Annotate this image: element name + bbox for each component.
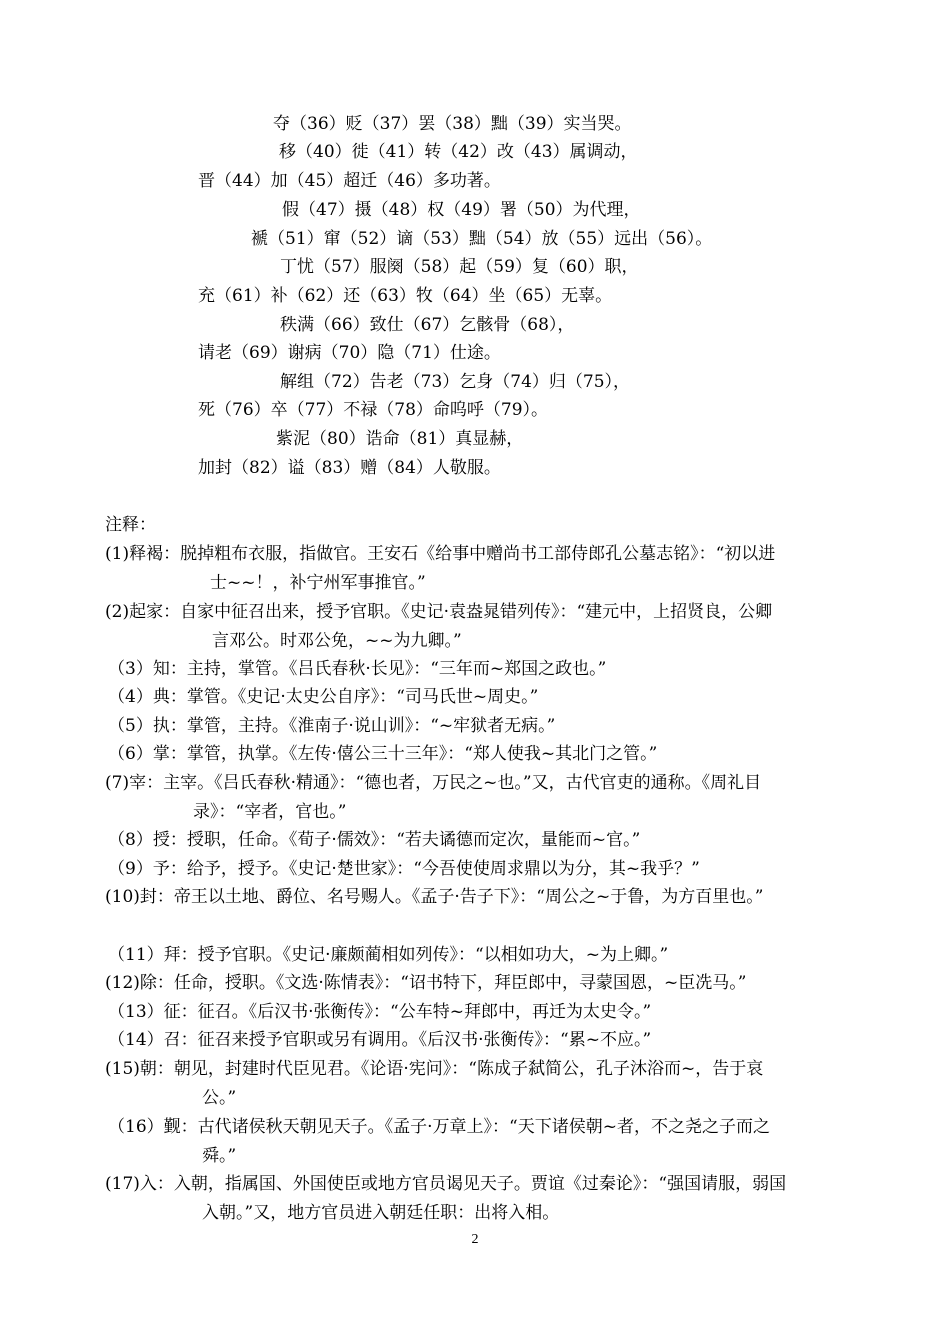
note-text: （8）授：授职，任命。《荀子·儒效》：“若夫谲德而定次，量能而~官。” bbox=[108, 830, 641, 850]
note-text: (17)入：入朝，指属国、外国使臣或地方官员谒见天子。贾谊《过秦论》：“强国请服，弱国 bbox=[105, 1174, 787, 1194]
note-item bbox=[108, 941, 668, 970]
note-item bbox=[105, 540, 775, 598]
note-item bbox=[108, 740, 657, 769]
note-item bbox=[105, 1055, 763, 1113]
note-text: (12)除：任命，授职。《文选·陈情表》：“诏书特下，拜臣郎中，寻蒙国恩，~臣冼马。” bbox=[105, 973, 747, 993]
note-text: (1)释褐：脱掉粗布衣服，指做官。王安石《给事中赠尚书工部侍郎孔公墓志铭》：“初以进 bbox=[105, 544, 776, 564]
note-item bbox=[105, 969, 746, 998]
note-continuation: 言邓公。时邓公免，~~为九卿。” bbox=[212, 631, 462, 651]
note-text: （16）觐：古代诸侯秋天朝见天子。《孟子·万章上》：“天下诸侯朝~者，不之尧之子而之 bbox=[108, 1117, 770, 1137]
note-item bbox=[108, 855, 700, 884]
note-item bbox=[108, 655, 606, 684]
notes-heading: 注释： bbox=[105, 515, 156, 535]
note-text: (15)朝：朝见，封建时代臣见君。《论语·宪问》：“陈成子弑简公，孔子沐浴而~，告于哀 bbox=[105, 1059, 764, 1079]
note-continuation: 入朝。”又，地方官员进入朝廷任职：出将入相。 bbox=[202, 1203, 560, 1223]
poem-line: 褫（51）窜（52）谪（53）黜（54）放（55）远出（56）。 bbox=[251, 229, 713, 249]
note-text: （13）征：征召。《后汉书·张衡传》：“公车特~拜郎中，再迁为太史令。” bbox=[108, 1002, 652, 1022]
note-item bbox=[105, 598, 772, 656]
note-item bbox=[108, 712, 555, 741]
note-text: （5）执：掌管，主持。《淮南子·说山训》：“~牢狱者无病。” bbox=[108, 716, 556, 736]
note-text: (7)宰：主宰。《吕氏春秋·精通》：“德也者，万民之~也。”又，古代官吏的通称。《周礼目 bbox=[105, 773, 762, 793]
poem-line: 紫泥（80）诰命（81）真显赫， bbox=[276, 429, 524, 449]
note-text: （9）予：给予，授予。《史记·楚世家》：“今吾使使周求鼎以为分，其~我乎？” bbox=[108, 859, 700, 879]
note-item bbox=[108, 1026, 651, 1055]
note-continuation: 士~~！，补宁州军事推官。” bbox=[210, 573, 426, 593]
poem-line: 加封（82）谥（83）赠（84）人敬服。 bbox=[198, 458, 501, 478]
note-continuation: 公。” bbox=[202, 1088, 237, 1108]
page-number: 2 bbox=[471, 1232, 479, 1247]
note-item bbox=[105, 1170, 786, 1228]
poem-line: 移（40）徙（41）转（42）改（43）属调动， bbox=[279, 142, 638, 162]
note-continuation: 录》：“宰者，官也。” bbox=[193, 802, 347, 822]
poem-line: 解组（72）告老（73）乞身（74）归（75）， bbox=[280, 372, 631, 392]
note-item bbox=[105, 883, 763, 912]
note-text: (10)封：帝王以土地、爵位、名号赐人。《孟子·告子下》：“周公之~于鲁，为方百里也。” bbox=[105, 887, 764, 907]
note-text: （14）召：征召来授予官职或另有调用。《后汉书·张衡传》：“累~不应。” bbox=[108, 1030, 652, 1050]
poem-line: 充（61）补（62）还（63）牧（64）坐（65）无辜。 bbox=[198, 286, 613, 306]
note-item bbox=[108, 826, 640, 855]
poem-line: 晋（44）加（45）超迁（46）多功著。 bbox=[198, 171, 501, 191]
poem-line: 请老（69）谢病（70）隐（71）仕途。 bbox=[198, 343, 501, 363]
note-text: （6）掌：掌管，执掌。《左传·僖公三十三年》：“郑人使我~其北门之管。” bbox=[108, 744, 658, 764]
note-text: （11）拜：授予官职。《史记·廉颇蔺相如列传》：“以相如功大，~为上卿。” bbox=[108, 945, 669, 965]
poem-line: 秩满（66）致仕（67）乞骸骨（68）， bbox=[280, 315, 575, 335]
note-item bbox=[105, 769, 761, 827]
poem-line: 假（47）摄（48）权（49）署（50）为代理， bbox=[282, 200, 641, 220]
note-text: (2)起家：自家中征召出来，授予官职。《史记·袁盎晁错列传》：“建元中，上招贤良，公卿 bbox=[105, 602, 773, 622]
note-text: （4）典：掌管。《史记·太史公自序》：“司马氏世~周史。” bbox=[108, 687, 539, 707]
note-text: （3）知：主持，掌管。《吕氏春秋·长见》：“三年而~郑国之政也。” bbox=[108, 659, 607, 679]
note-item bbox=[108, 998, 651, 1027]
note-item bbox=[108, 1113, 770, 1171]
poem-line: 夺（36）贬（37）罢（38）黜（39）实当哭。 bbox=[273, 114, 632, 134]
note-item bbox=[108, 683, 538, 712]
poem-line: 死（76）卒（77）不禄（78）命呜呼（79）。 bbox=[198, 400, 549, 420]
poem-line: 丁忧（57）服阕（58）起（59）复（60）职， bbox=[280, 257, 639, 277]
note-continuation: 舜。” bbox=[202, 1146, 237, 1166]
